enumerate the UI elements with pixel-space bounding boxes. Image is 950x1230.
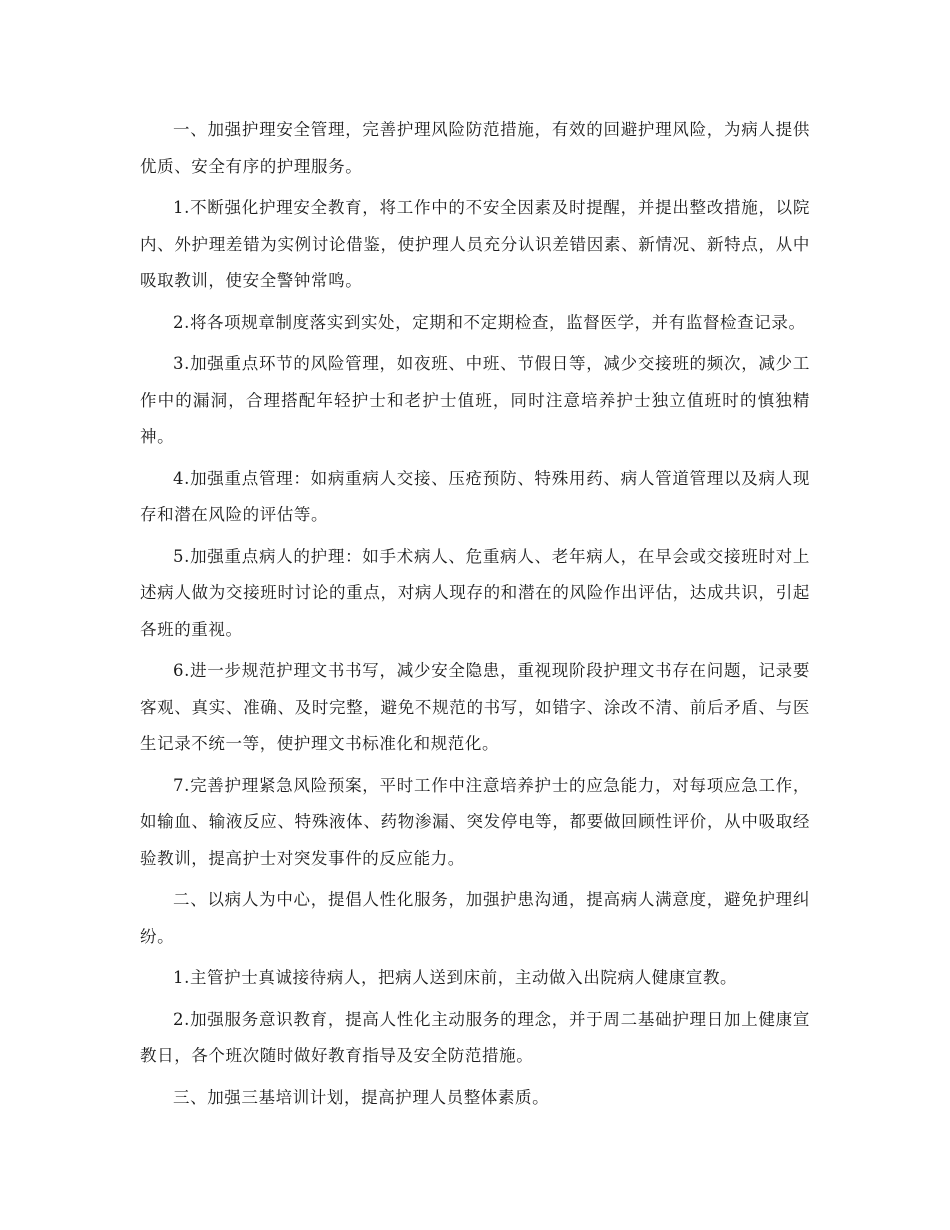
document-page bbox=[140, 112, 810, 1121]
paragraph: 1.不断强化护理安全教育，将工作中的不安全因素及时提醒，并提出整改措施，以院内、外护理差错为实例讨论借鉴，使护理人员充分认识差错因素、新情况、新特点，从中吸取教训，使安全警钟常鸣。 bbox=[140, 198, 810, 290]
paragraph: 5.加强重点病人的护理：如手术病人、危重病人、老年病人，在早会或交接班时对上述病人做为交接班时讨论的重点，对病人现存的和潜在的风险作出评估，达成共识，引起各班的重视。 bbox=[140, 546, 810, 639]
paragraph: 4.加强重点管理：如病重病人交接、压疮预防、特殊用药、病人管道管理以及病人现存和潜在风险的评估等。 bbox=[140, 468, 810, 524]
paragraph: 3.加强重点环节的风险管理，如夜班、中班、节假日等，减少交接班的频次，减少工作中的漏洞，合理搭配年轻护士和老护士值班，同时注意培养护士独立值班时的慎独精神。 bbox=[140, 354, 810, 446]
paragraph: 2.加强服务意识教育，提高人性化主动服务的理念，并于周二基础护理日加上健康宣教日，各个班次随时做好教育指导及安全防范措施。 bbox=[140, 1009, 810, 1065]
paragraph: 二、以病人为中心，提倡人性化服务，加强护患沟通，提高病人满意度，避免护理纠纷。 bbox=[140, 890, 810, 946]
paragraph: 1.主管护士真诚接待病人，把病人送到床前，主动做入出院病人健康宣教。 bbox=[173, 968, 738, 987]
paragraph: 6.进一步规范护理文书书写，减少安全隐患，重视现阶段护理文书存在问题，记录要客观、真实、准确、及时完整，避免不规范的书写，如错字、涂改不清、前后矛盾、与医生记录不统一等，使护理文书标准化和规范化。 bbox=[140, 661, 810, 753]
paragraph: 7.完善护理紧急风险预案，平时工作中注意培养护士的应急能力，对每项应急工作，如输血、输液反应、特殊液体、药物渗漏、突发停电等，都要做回顾性评价，从中吸取经验教训，提高护士对突发事件的反应能力。 bbox=[140, 775, 810, 868]
paragraph: 2.将各项规章制度落实到实处，定期和不定期检查，监督医学，并有监督检查记录。 bbox=[173, 312, 806, 332]
paragraph: 三、加强三基培训计划，提高护理人员整体素质。 bbox=[173, 1087, 550, 1107]
paragraph: 一、加强护理安全管理，完善护理风险防范措施，有效的回避护理风险，为病人提供优质、安全有序的护理服务。 bbox=[140, 120, 810, 176]
